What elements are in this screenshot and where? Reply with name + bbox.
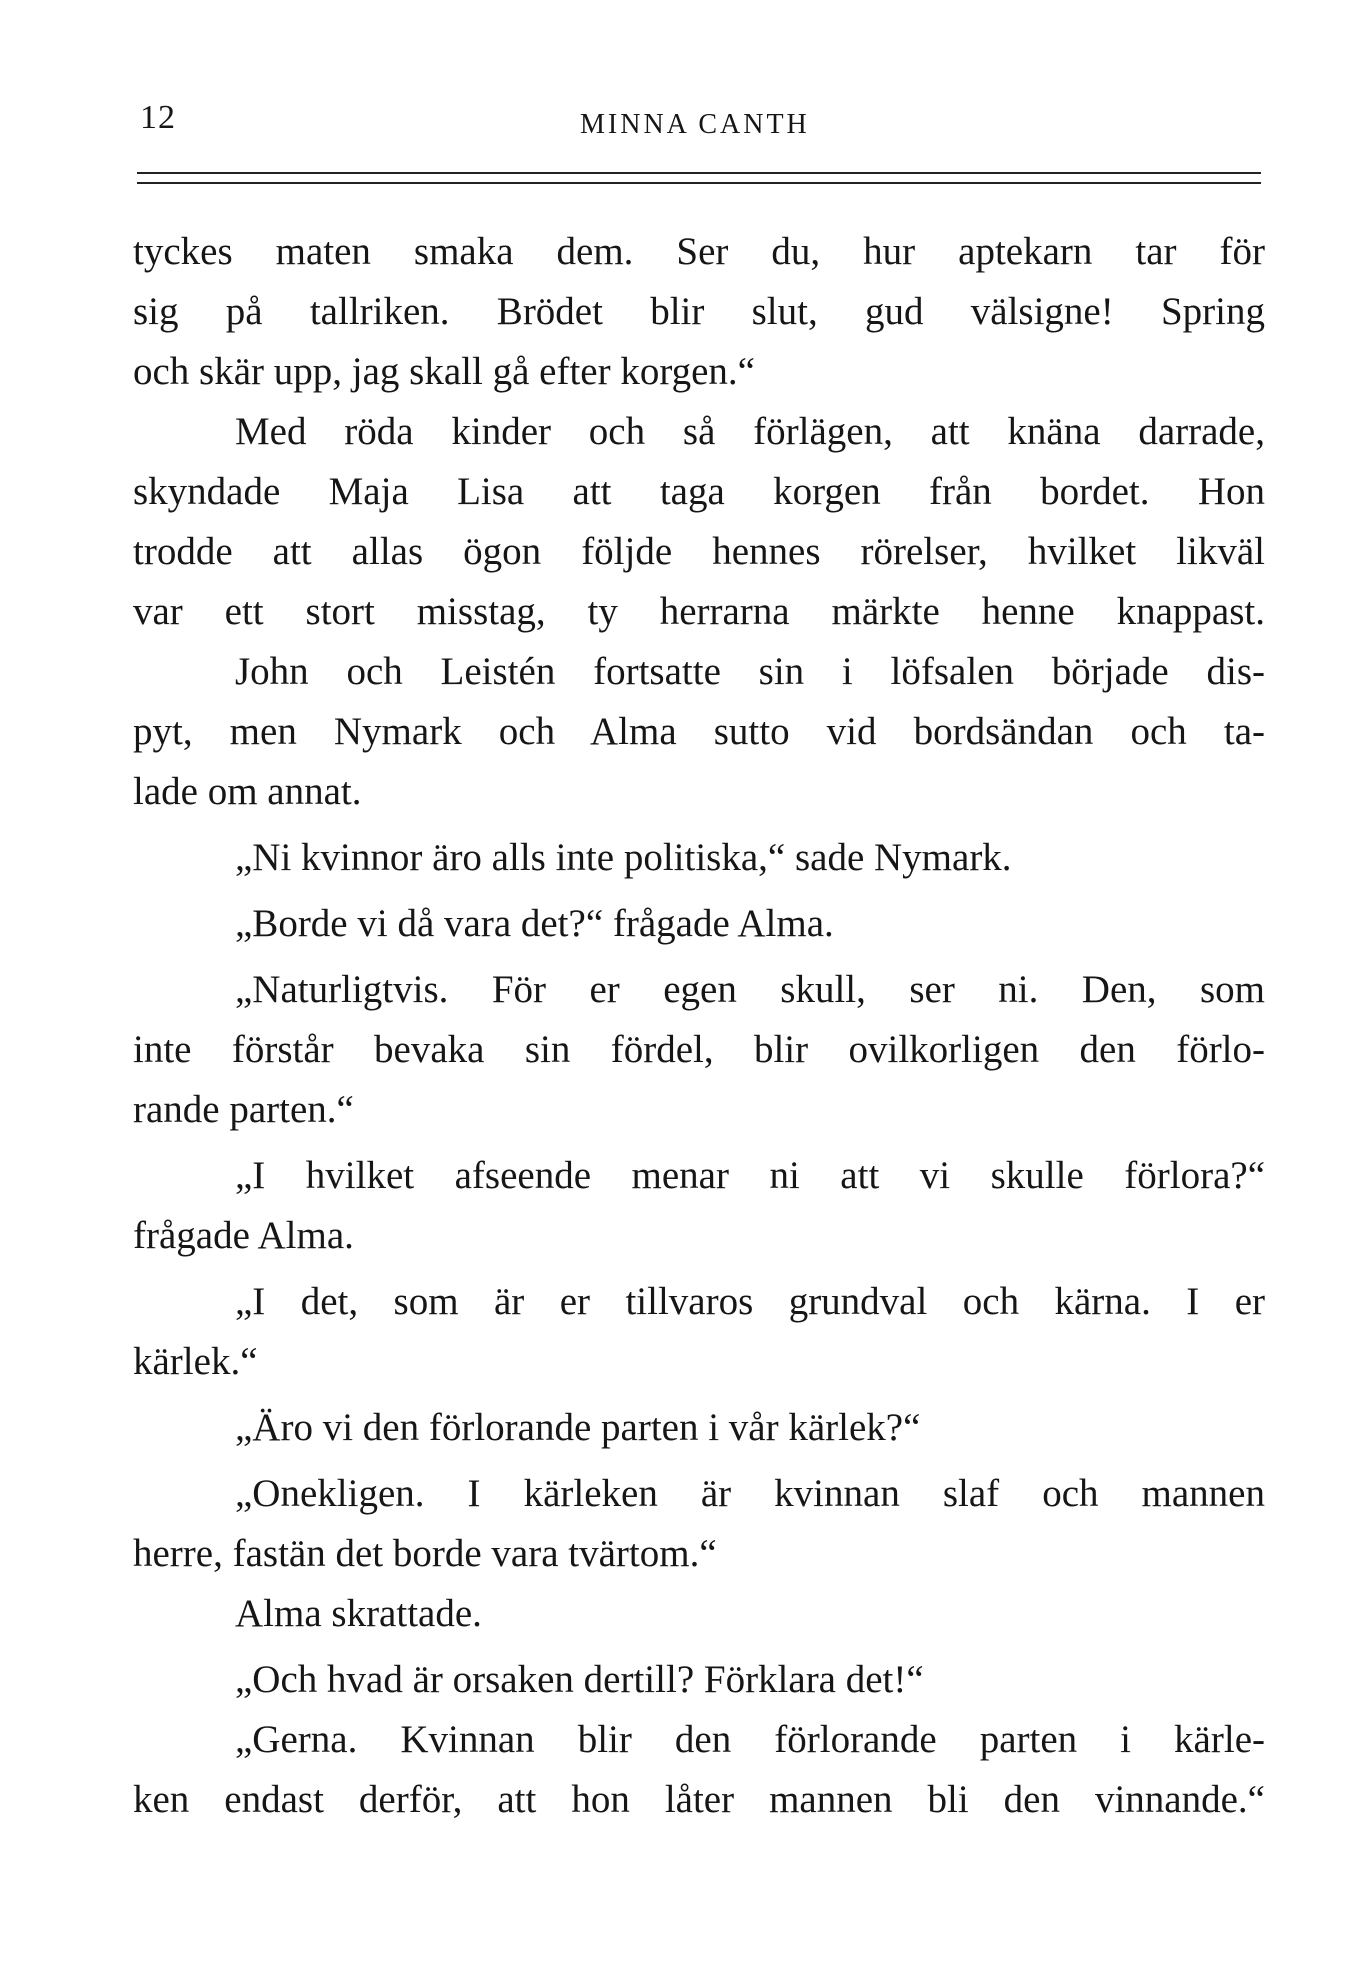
text-line: Alma skrattade. (235, 1592, 482, 1635)
text-line: herre, fastän det borde vara tvärtom.“ (133, 1532, 717, 1575)
text-line: „I det, som är er tillvaros grundval och kärna. I er (235, 1280, 1265, 1323)
text-line: och skär upp, jag skall gå efter korgen.“ (133, 350, 755, 393)
text-line: pyt, men Nymark och Alma sutto vid bordsändan och ta- (133, 710, 1265, 753)
running-title: MINNA CANTH (580, 109, 810, 140)
text-line: „Och hvad är orsaken dertill? Förklara det!“ (235, 1658, 924, 1701)
text-line: Med röda kinder och så förlägen, att knäna darrade, (235, 410, 1265, 453)
header-rule-top (137, 172, 1261, 174)
text-line: rande parten.“ (133, 1088, 354, 1131)
text-line: lade om annat. (133, 770, 362, 813)
text-line: „Äro vi den förlorande parten i vår kärlek?“ (235, 1406, 921, 1449)
header-rule-bottom (137, 182, 1261, 184)
text-line: „Ni kvinnor äro alls inte politiska,“ sade Nymark. (235, 836, 1012, 879)
text-line: „Borde vi då vara det?“ frågade Alma. (235, 902, 834, 945)
text-line: trodde att allas ögon följde hennes rörelser, hvilket likväl (133, 530, 1265, 573)
page-number: 12 (140, 99, 176, 136)
text-line: John och Leistén fortsatte sin i löfsalen började dis- (235, 650, 1265, 693)
text-line: frågade Alma. (133, 1214, 354, 1257)
text-line: sig på tallriken. Brödet blir slut, gud välsigne! Spring (133, 290, 1265, 333)
text-line: „Naturligtvis. För er egen skull, ser ni. Den, som (235, 968, 1265, 1011)
body-text (133, 222, 1265, 1830)
text-line: tyckes maten smaka dem. Ser du, hur aptekarn tar för (133, 230, 1265, 273)
text-line: kärlek.“ (133, 1340, 258, 1383)
text-line: ken endast derför, att hon låter mannen bli den vinnande.“ (133, 1778, 1265, 1821)
text-line: „I hvilket afseende menar ni att vi skulle förlora?“ (235, 1154, 1265, 1197)
text-line: var ett stort misstag, ty herrarna märkte henne knappast. (133, 590, 1265, 633)
text-line: inte förstår bevaka sin fördel, blir ovilkorligen den förlo- (133, 1028, 1265, 1071)
text-line: „Onekligen. I kärleken är kvinnan slaf och mannen (235, 1472, 1265, 1515)
text-line: „Gerna. Kvinnan blir den förlorande parten i kärle- (235, 1718, 1265, 1761)
text-line: skyndade Maja Lisa att taga korgen från bordet. Hon (133, 470, 1265, 513)
